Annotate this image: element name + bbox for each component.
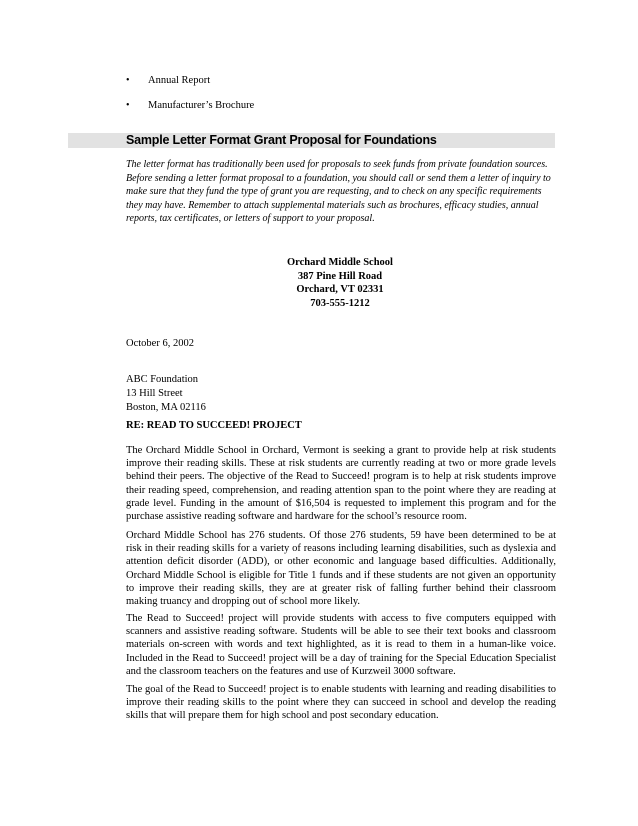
sender-city: Orchard, VT 02331 [296,284,384,296]
sender-address [240,256,440,310]
section-heading: Sample Letter Format Grant Proposal for Foundations [126,133,437,147]
body-paragraph: The Orchard Middle School in Orchard, Vermont is seeking a grant to provide help at risk students improve their reading skills. These at risk students are currently reading at two or more grade levels behind their peers. The objective of the Read to Succeed! program is to help at risk students improve their reading speed, comprehension, and reading attention span to the point where they are reading at grade level. Funding in the amount of $16,504 is requested to implement this program and for the purchase assistive reading software and hardware for the school’s resource room. [126,445,556,523]
list-item: • Annual Report [126,74,254,88]
body-paragraph: The Read to Succeed! project will provide students with access to five computers equipped with scanners and assistive reading software. Students will be able to see their text books and classroom materials on-screen with words and text highlighted, as it is read to them in a human-like voice. Included in the Read to Succeed! project will be a day of training for the Special Education Specialist and the classroom teachers on the features and use of Kurzweil 3000 software. [126,613,556,677]
recipient-city: Boston, MA 02116 [126,402,206,413]
body-paragraph: The goal of the Read to Succeed! project is to enable students with learning and reading disabilities to improve their reading skills to the point where they can succeed in school and develop the reading skills that will prepare them for high school and post secondary education. [126,684,556,722]
recipient-street: 13 Hill Street [126,388,183,399]
body-paragraph: Orchard Middle School has 276 students. Of those 276 students, 59 have been determined to be at risk in their reading skills for a variety of reasons including learning disabilities, such as dyslexia and attention deficit disorder (ADD), or other economic and language based difficulties. Additionally, Orchard Middle School is eligible for Title 1 funds and if these students are not given an opportunity to improve their reading skills, they are at greater risk of falling further behind their classroom making truancy and dropping out of school more likely. [126,530,556,608]
sender-street: 387 Pine Hill Road [297,270,383,282]
intro-paragraph: The letter format has traditionally been used for proposals to seek funds from private foundation sources. Before sending a letter format proposal to a foundation, you should call or send them a letter of inquiry to make sure that they fund the type of grant you are requesting, and to check on any specific requirements they may have. Remember to attach supplemental materials such as brochures, efficacy studies, annual reports, tax certificates, or letters of support to your proposal. [126,159,551,225]
recipient-address [126,373,206,415]
sender-phone: 703-555-1212 [310,297,370,309]
letter-date: October 6, 2002 [126,338,194,349]
subject-line: RE: READ TO SUCCEED! PROJECT [126,420,302,431]
attachment-list [126,74,254,124]
sender-name: Orchard Middle School [287,257,393,268]
list-item: • Manufacturer’s Brochure [126,99,254,113]
recipient-name: ABC Foundation [126,374,199,385]
